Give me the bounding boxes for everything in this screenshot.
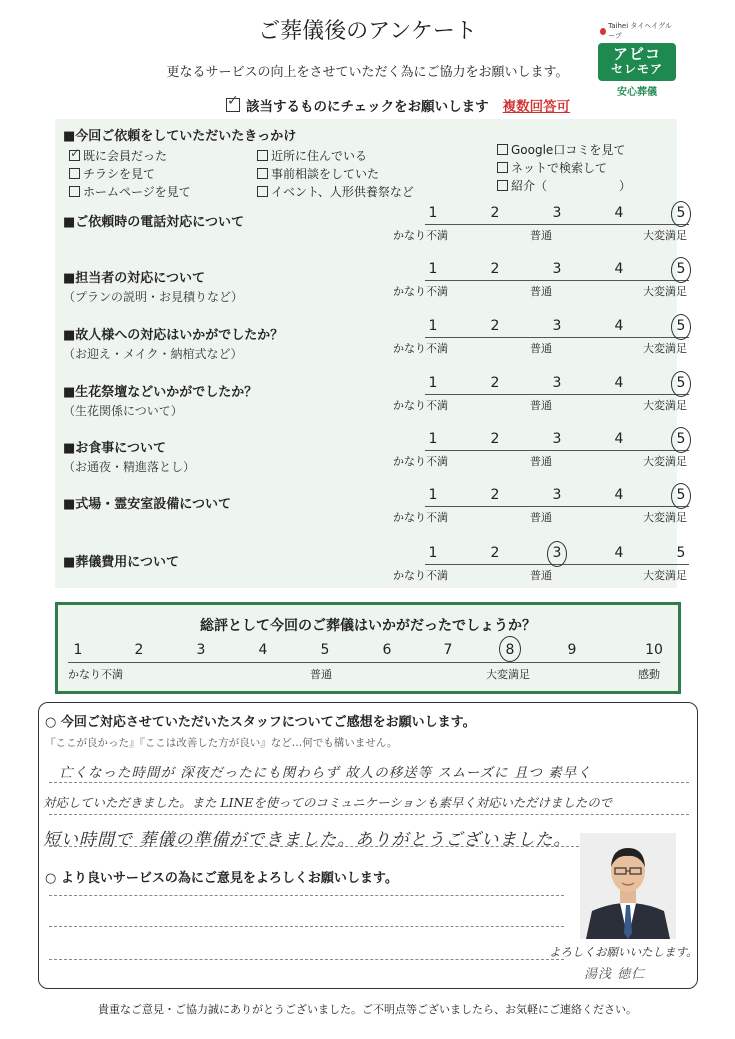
scale-label-mid: 普通 bbox=[530, 455, 552, 468]
check-note: 該当するものにチェックをお願いします bbox=[246, 99, 489, 115]
scale-label-low: かなり不満 bbox=[393, 229, 448, 242]
scale-number: 5 bbox=[676, 205, 686, 221]
scale-number: 4 bbox=[614, 261, 624, 277]
scale-line bbox=[425, 450, 689, 451]
scale-label-mid: 普通 bbox=[530, 569, 552, 582]
overall-rating bbox=[55, 602, 681, 694]
trigger-option-label: Google口コミを見て bbox=[511, 143, 626, 157]
opinion-question: ○ より良いサービスの為にご意見をよろしくお願いします。 bbox=[45, 871, 398, 886]
scale-line bbox=[425, 224, 689, 225]
checkbox-icon bbox=[257, 186, 268, 197]
trigger-title: ■今回ご依頼をしていただいたきっかけ bbox=[63, 129, 297, 144]
write-line bbox=[49, 782, 689, 783]
question-title: ■生花祭壇などいかがでしたか？ bbox=[63, 385, 258, 400]
company-logo bbox=[598, 21, 676, 98]
overall-number: 5 bbox=[320, 642, 330, 658]
checkbox-icon bbox=[497, 144, 508, 155]
scale-label-low: かなり不満 bbox=[393, 455, 448, 468]
scale-label-low: かなり不満 bbox=[393, 511, 448, 524]
page-subtitle: 更なるサービスの向上をさせていただく為にご協力をお願いします。 bbox=[166, 65, 569, 80]
handwritten-comment-line2: 対応していただきました。また LINEを使ってのコミュニケーションも素早く対応いただけましたので bbox=[43, 795, 613, 810]
scale-label-mid: 普通 bbox=[530, 399, 552, 412]
question-title: ■担当者の対応について bbox=[63, 271, 206, 286]
overall-number: 10 bbox=[645, 642, 663, 658]
scale-label-high: 大変満足 bbox=[643, 399, 687, 412]
logo-line2: セレモア bbox=[610, 62, 663, 77]
scale-number: 4 bbox=[614, 545, 624, 561]
answer-circle bbox=[671, 427, 691, 453]
survey-section bbox=[55, 119, 687, 588]
trigger-option-label: ネットで検索して bbox=[511, 161, 608, 175]
scale-number: 2 bbox=[490, 205, 500, 221]
check-instruction bbox=[226, 95, 570, 115]
scale-number: 1 bbox=[428, 318, 438, 334]
overall-number: 6 bbox=[382, 642, 392, 658]
staff-photo bbox=[580, 833, 676, 939]
scale-number: 2 bbox=[490, 261, 500, 277]
scale-label-mid: 普通 bbox=[530, 285, 552, 298]
rating-scale bbox=[393, 261, 695, 301]
scale-number: 3 bbox=[552, 375, 562, 391]
checkbox-icon bbox=[497, 162, 508, 173]
scale-number: 1 bbox=[428, 375, 438, 391]
scale-label-high: 大変満足 bbox=[643, 455, 687, 468]
checkbox-icon bbox=[257, 150, 268, 161]
checkbox-icon bbox=[226, 98, 240, 112]
scale-label-high: 大変満足 bbox=[643, 285, 687, 298]
question-subtitle: （お通夜・精進落とし） bbox=[63, 460, 196, 474]
question-subtitle: （プランの説明・お見積りなど） bbox=[63, 290, 244, 304]
overall-number: 8 bbox=[505, 642, 515, 658]
checkbox-icon bbox=[257, 168, 268, 179]
handwritten-comment-line1: 亡くなった時間が 深夜だったにも関わらず 故人の移送等 スムーズに 且つ 素早く bbox=[59, 765, 592, 781]
scale-number: 3 bbox=[552, 487, 562, 503]
overall-scale-line bbox=[68, 662, 660, 663]
overall-label-high: 大変満足 bbox=[486, 668, 530, 681]
question-title: ■故人様への対応はいかがでしたか？ bbox=[63, 328, 284, 343]
question-title: ■葬儀費用について bbox=[63, 555, 180, 570]
rating-scale bbox=[393, 487, 695, 527]
scale-number: 3 bbox=[552, 545, 562, 561]
overall-label-low: かなり不満 bbox=[68, 668, 123, 681]
write-line bbox=[49, 814, 689, 815]
scale-line bbox=[425, 337, 689, 338]
overall-number: 1 bbox=[73, 642, 83, 658]
checkbox-icon bbox=[69, 168, 80, 179]
staff-message: よろしくお願いいたします。 bbox=[549, 945, 698, 959]
scale-label-high: 大変満足 bbox=[643, 342, 687, 355]
overall-answer-circle bbox=[499, 636, 521, 662]
trigger-option-label: チラシを見て bbox=[83, 167, 156, 181]
write-line bbox=[49, 926, 564, 927]
rating-scale bbox=[393, 431, 695, 471]
scale-number: 3 bbox=[552, 318, 562, 334]
scale-number: 3 bbox=[552, 261, 562, 277]
logo-subtitle: 安心葬儀 bbox=[617, 87, 657, 99]
trigger-option[interactable] bbox=[257, 147, 367, 164]
scale-label-low: かなり不満 bbox=[393, 342, 448, 355]
scale-number: 5 bbox=[676, 431, 686, 447]
staff-name: 湯浅 徳仁 bbox=[584, 967, 646, 982]
scale-line bbox=[425, 506, 689, 507]
trigger-option[interactable] bbox=[497, 159, 607, 176]
overall-number: 3 bbox=[196, 642, 206, 658]
overall-number: 7 bbox=[443, 642, 453, 658]
answer-circle bbox=[671, 257, 691, 283]
overall-number: 2 bbox=[134, 642, 144, 658]
rating-scale bbox=[393, 318, 695, 358]
scale-label-low: かなり不満 bbox=[393, 399, 448, 412]
trigger-option[interactable] bbox=[257, 183, 414, 200]
trigger-option-label: ホームページを見て bbox=[83, 185, 191, 199]
scale-number: 3 bbox=[552, 431, 562, 447]
trigger-option[interactable] bbox=[69, 183, 191, 200]
scale-number: 2 bbox=[490, 487, 500, 503]
answer-circle bbox=[671, 201, 691, 227]
scale-number: 4 bbox=[614, 431, 624, 447]
scale-label-low: かなり不満 bbox=[393, 285, 448, 298]
scale-number: 2 bbox=[490, 545, 500, 561]
scale-number: 5 bbox=[676, 261, 686, 277]
checkbox-icon bbox=[69, 186, 80, 197]
multi-answer-note: 複数回答可 bbox=[502, 99, 571, 115]
scale-number: 5 bbox=[676, 318, 686, 334]
question-subtitle: （お迎え・メイク・納棺式など） bbox=[63, 347, 243, 361]
scale-label-high: 大変満足 bbox=[643, 229, 687, 242]
scale-number: 2 bbox=[490, 318, 500, 334]
rating-scale bbox=[393, 545, 695, 585]
scale-number: 5 bbox=[676, 487, 686, 503]
scale-number: 5 bbox=[676, 375, 686, 391]
scale-number: 3 bbox=[552, 205, 562, 221]
overall-number: 9 bbox=[567, 642, 577, 658]
logo-mark-icon bbox=[600, 28, 606, 35]
question-subtitle: （生花関係について） bbox=[63, 404, 183, 418]
scale-number: 1 bbox=[428, 205, 438, 221]
answer-circle bbox=[671, 314, 691, 340]
overall-title: 総評として今回のご葬儀はいかがだったでしょうか？ bbox=[200, 618, 536, 634]
overall-number: 4 bbox=[258, 642, 268, 658]
scale-label-low: かなり不満 bbox=[393, 569, 448, 582]
scale-label-mid: 普通 bbox=[530, 511, 552, 524]
question-title: ■ご依頼時の電話対応について bbox=[63, 215, 245, 230]
scale-line bbox=[425, 280, 689, 281]
scale-number: 2 bbox=[490, 431, 500, 447]
scale-label-high: 大変満足 bbox=[643, 511, 687, 524]
handwritten-comment-line3: 短い時間で 葬儀の準備ができました。ありがとうございました。 bbox=[43, 830, 572, 850]
scale-label-mid: 普通 bbox=[530, 229, 552, 242]
trigger-option[interactable] bbox=[497, 177, 631, 194]
trigger-option-label: イベント、人形供養祭など bbox=[271, 185, 414, 199]
trigger-option-label: 事前相談をしていた bbox=[271, 167, 380, 181]
staff-question: ○ 今回ご対応させていただいたスタッフについてご感想をお願いします。 bbox=[45, 715, 476, 730]
trigger-option[interactable] bbox=[257, 165, 379, 182]
footer-message: 貴重なご意見・ご協力誠にありがとうございました。ご不明点等ございましたら、お気軽にご連絡ください。 bbox=[98, 1003, 637, 1016]
overall-label-mid: 普通 bbox=[310, 668, 332, 681]
rating-scale bbox=[393, 375, 695, 415]
write-line bbox=[49, 895, 564, 896]
trigger-option-label: 紹介（ ） bbox=[511, 179, 632, 193]
scale-label-mid: 普通 bbox=[530, 342, 552, 355]
trigger-option[interactable] bbox=[69, 147, 167, 164]
scale-number: 5 bbox=[676, 545, 686, 561]
trigger-option[interactable] bbox=[497, 141, 625, 158]
answer-circle bbox=[671, 371, 691, 397]
scale-number: 2 bbox=[490, 375, 500, 391]
answer-circle bbox=[547, 541, 567, 567]
write-line bbox=[49, 959, 564, 960]
trigger-option-label: 近所に住んでいる bbox=[271, 149, 368, 163]
scale-number: 1 bbox=[428, 261, 438, 277]
checkbox-icon bbox=[69, 150, 80, 161]
question-title: ■式場・霊安室設備について bbox=[63, 497, 232, 512]
trigger-option[interactable] bbox=[69, 165, 155, 182]
rating-scale bbox=[393, 205, 695, 245]
checkbox-icon bbox=[497, 180, 508, 191]
logo-line1: アビコ bbox=[612, 45, 661, 63]
page-title: ご葬儀後のアンケート bbox=[258, 19, 477, 44]
scale-label-high: 大変満足 bbox=[643, 569, 687, 582]
scale-number: 4 bbox=[614, 487, 624, 503]
scale-number: 4 bbox=[614, 318, 624, 334]
overall-label-top: 感動 bbox=[638, 668, 660, 681]
answer-circle bbox=[671, 483, 691, 509]
scale-line bbox=[425, 394, 689, 395]
scale-number: 1 bbox=[428, 431, 438, 447]
staff-question-note: 『ここが良かった』『ここは改善した方が良い』など…何でも構いません。 bbox=[45, 737, 398, 749]
scale-number: 1 bbox=[428, 487, 438, 503]
logo-tag: Taihei タイヘイグループ bbox=[608, 22, 672, 40]
trigger-option-label: 既に会員だった bbox=[83, 149, 168, 163]
scale-number: 4 bbox=[614, 375, 624, 391]
scale-number: 1 bbox=[428, 545, 438, 561]
question-title: ■お食事について bbox=[63, 441, 167, 456]
scale-number: 4 bbox=[614, 205, 624, 221]
